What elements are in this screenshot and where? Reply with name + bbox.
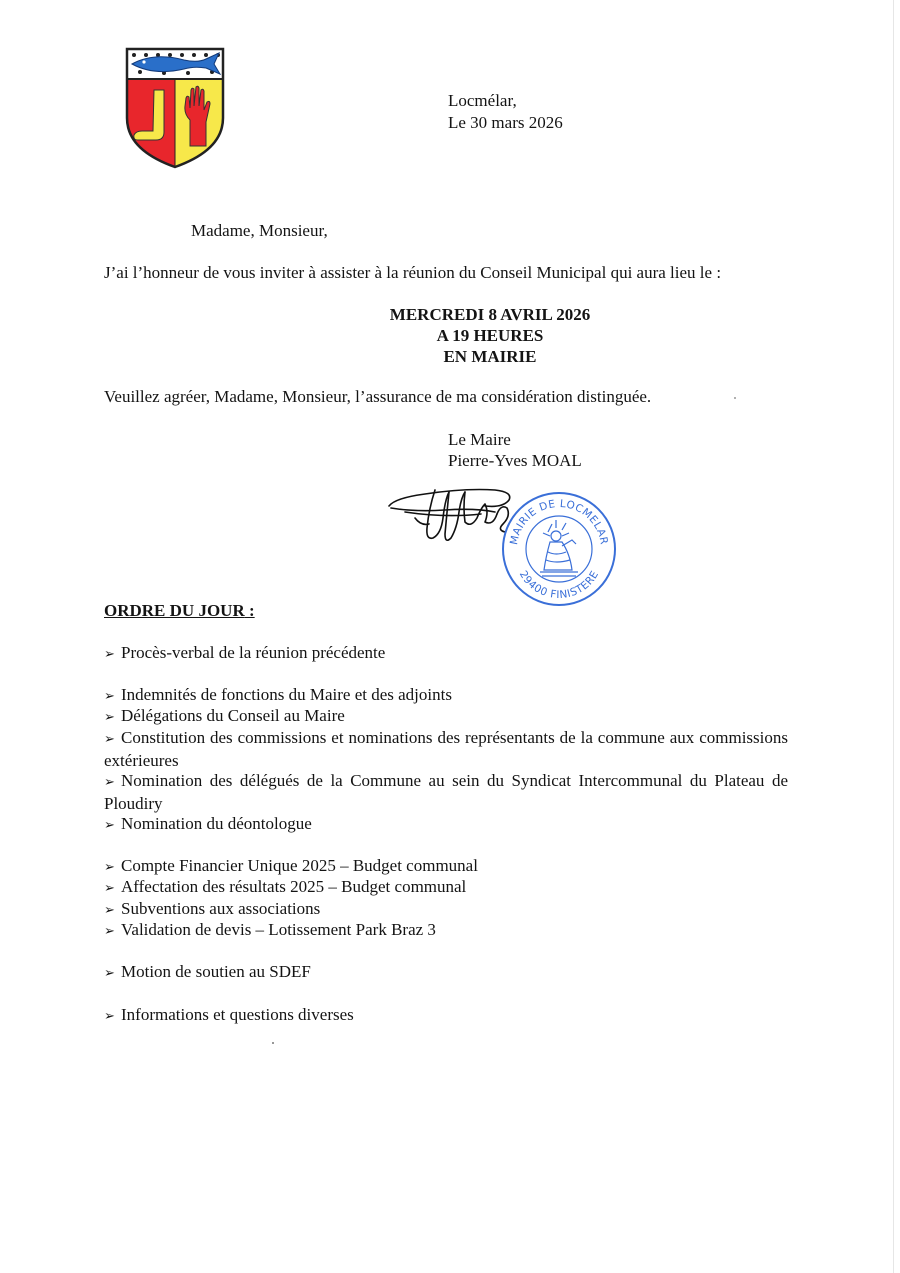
bullet-arrow-icon: ➢ [104, 818, 115, 833]
meeting-time: A 19 HEURES [436, 326, 544, 345]
mairie-stamp [500, 490, 618, 608]
agenda-item: ➢ Informations et questions diverses [104, 1004, 788, 1027]
salutation: Madame, Monsieur, [191, 221, 328, 240]
agenda-item: ➢ Compte Financier Unique 2025 – Budget communal [104, 855, 788, 878]
bullet-arrow-icon: ➢ [104, 924, 115, 939]
place-date-block [448, 90, 563, 134]
agenda-heading [104, 600, 255, 621]
agenda-item: ➢ Nomination des délégués de la Commune au sein du Syndicat Intercommunal du Plateau de Ploudiry [104, 771, 788, 813]
meeting-date: MERCREDI 8 AVRIL 2026 [389, 305, 591, 324]
stamp-bottom-text: 29400 FINISTERE [516, 568, 602, 602]
agenda-item: ➢ Constitution des commissions et nominations des représentants de la commune aux commissions extérieures [104, 728, 788, 770]
agenda-heading-colon: : [244, 601, 255, 620]
bullet-arrow-icon: ➢ [104, 647, 115, 662]
agenda-item: ➢ Motion de soutien au SDEF [104, 961, 788, 984]
invitation-text: J’ai l’honneur de vous inviter à assister à la réunion du Conseil Municipal qui aura lieu le : [104, 263, 722, 282]
coat-of-arms-logo [124, 46, 226, 170]
closing-formula: Veuillez agréer, Madame, Monsieur, l’assurance de ma considération distinguée. [104, 387, 652, 406]
agenda-item: ➢ Validation de devis – Lotissement Park Braz 3 [104, 919, 788, 942]
bullet-arrow-icon: ➢ [104, 966, 115, 981]
signer-name: Pierre-Yves MOAL [448, 451, 582, 470]
bullet-arrow-icon: ➢ [104, 732, 115, 747]
agenda-item: ➢ Subventions aux associations [104, 898, 788, 921]
scan-edge [893, 0, 894, 1273]
bullet-arrow-icon: ➢ [104, 860, 115, 875]
scan-speck [272, 1042, 274, 1044]
agenda-item: ➢ Procès-verbal de la réunion précédente [104, 642, 788, 665]
place-text: Locmélar, [448, 91, 517, 110]
meeting-place: EN MAIRIE [443, 347, 537, 366]
agenda-item: ➢ Délégations du Conseil au Maire [104, 705, 788, 728]
marianne-emblem [540, 520, 578, 576]
scan-speck [734, 397, 736, 399]
signer-block [448, 429, 582, 471]
agenda-item: ➢ Nomination du déontologue [104, 813, 788, 836]
bullet-arrow-icon: ➢ [104, 775, 115, 790]
bullet-arrow-icon: ➢ [104, 710, 115, 725]
agenda-item: ➢ Indemnités de fonctions du Maire et des adjoints [104, 684, 788, 707]
date-text: Le 30 mars 2026 [448, 113, 563, 132]
bullet-arrow-icon: ➢ [104, 1009, 115, 1024]
meeting-details [0, 304, 900, 367]
agenda-item: ➢ Affectation des résultats 2025 – Budget communal [104, 876, 788, 899]
signer-title: Le Maire [448, 430, 511, 449]
bullet-arrow-icon: ➢ [104, 881, 115, 896]
bullet-arrow-icon: ➢ [104, 689, 115, 704]
agenda-heading-text: ORDRE DU JOUR [104, 601, 245, 620]
stamp-top-text: MAIRIE DE LOCMELAR [508, 497, 610, 546]
bullet-arrow-icon: ➢ [104, 903, 115, 918]
